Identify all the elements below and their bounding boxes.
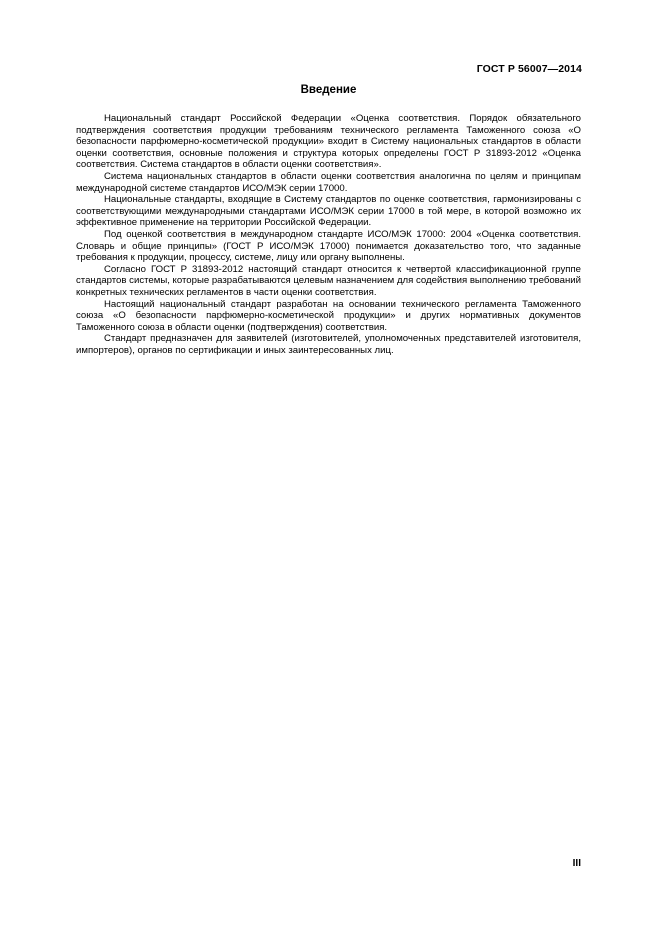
paragraph-3: Национальные стандарты, входящие в Систему стандартов по оценке соответствия, гармонизированы с соответствующими международными стандартами ИСО/МЭК серии 17000 в той мере, в которой возможно их эффективное применение на территории Российской Федерации.: [76, 194, 581, 229]
document-code: ГОСТ Р 56007—2014: [476, 63, 582, 75]
page-number: III: [572, 858, 581, 869]
paragraph-4: Под оценкой соответствия в международном стандарте ИСО/МЭК 17000: 2004 «Оценка соответствия. Словарь и общие принципы» (ГОСТ Р ИСО/МЭК 17000) понимается доказательство того, что заданные требования к продукции, процессу, системе, лицу или органу выполнены.: [76, 228, 581, 264]
paragraph-1: Национальный стандарт Российской Федерации «Оценка соответствия. Порядок обязательного подтверждения соответствия продукции требованиям технического регламента Таможенного союза «О безопасности парфюмерно-косметической продукции» входит в Систему национальных стандартов в области оценки соответствия, основные положения и структура которых определены ГОСТ Р 31893-2012 «Оценка соответствия. Система стандартов в области оценки соответствия».: [76, 113, 581, 171]
paragraph-7: Стандарт предназначен для заявителей (изготовителей, уполномоченных представителей изготовителя, импортеров), органов по сертификации и иных заинтересованных лиц.: [76, 333, 581, 356]
paragraph-6: Настоящий национальный стандарт разработан на основании технического регламента Таможенного союза «О безопасности парфюмерно-косметической продукции» и других нормативных документов Таможенного союза в области оценки (подтверждения) соответствия.: [76, 298, 581, 333]
section-title: Введение: [300, 84, 357, 96]
paragraph-5: Согласно ГОСТ Р 31893-2012 настоящий стандарт относится к четвертой классификационной группе стандартов системы, которые разрабатываются целевым назначением для содействия выполнению требований конкретных технических регламентов в части оценки соответствия.: [76, 263, 582, 298]
body-text: [76, 113, 581, 356]
paragraph-2: Система национальных стандартов в области оценки соответствия аналогична по целям и принципам международной системе стандартов ИСО/МЭК серии 17000.: [76, 170, 581, 194]
